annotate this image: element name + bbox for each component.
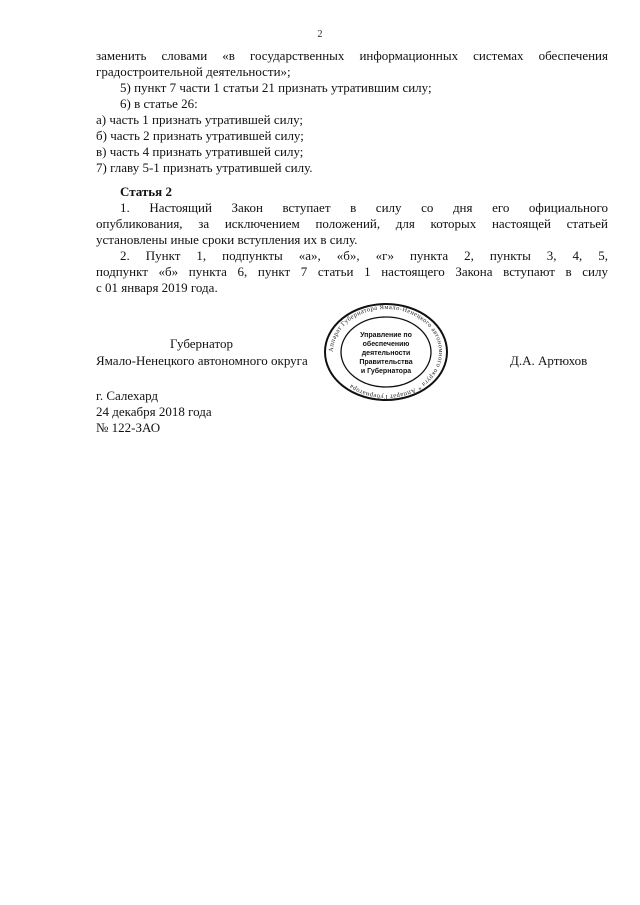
body-line-8: 7) главу 5-1 признать утратившей силу.: [96, 160, 313, 175]
body-line-3: 5) пункт 7 части 1 статьи 21 признать утратившим силу;: [120, 80, 432, 95]
stamp-line-3: деятельности: [361, 350, 411, 357]
body-line-4: 6) в статье 26:: [120, 96, 198, 111]
body-line-2: градостроительной деятельности»;: [96, 64, 291, 79]
page-number: 2: [317, 29, 323, 40]
signatory-title: Губернатор: [170, 336, 233, 351]
article-line-6: с 01 января 2019 года.: [96, 280, 218, 295]
article-line-2: опубликования, за исключением положений, для которых настоящей статьей: [96, 216, 608, 231]
stamp-line-2: обеспечению: [362, 341, 410, 348]
body-line-1: заменить словами «в государственных информационных системах обеспечения: [96, 48, 608, 63]
law-number: № 122-ЗАО: [96, 420, 161, 435]
article-line-5: подпункт «б» пункта 6, пункт 7 статьи 1 настоящего Закона вступают в силу: [96, 264, 608, 279]
body-line-5: а) часть 1 признать утратившей силу;: [96, 112, 304, 127]
svg-text:Аппарат Губернатора Ямало-Нене: Аппарат Губернатора Ямало-Ненецкого автономного округа * Аппарат Губернатора: [327, 303, 445, 401]
signing-date: 24 декабря 2018 года: [96, 404, 212, 419]
place-of-signing: г. Салехард: [96, 388, 159, 403]
article-line-4: 2. Пункт 1, подпункты «а», «б», «г» пункта 2, пункты 3, 4, 5,: [120, 248, 608, 263]
official-stamp: [322, 302, 450, 402]
article-line-3: установлены иные сроки вступления их в силу.: [96, 232, 358, 247]
article-heading: Статья 2: [120, 184, 172, 199]
stamp-line-4: Правительства: [359, 359, 413, 366]
body-line-7: в) часть 4 признать утратившей силу;: [96, 144, 304, 159]
stamp-line-1: Управление по: [360, 332, 412, 339]
stamp-line-5: и Губернатора: [360, 368, 412, 375]
article-line-1: 1. Настоящий Закон вступает в силу со дня его официального: [120, 200, 608, 215]
signatory-name: Д.А. Артюхов: [510, 353, 588, 368]
body-line-6: б) часть 2 признать утратившей силу;: [96, 128, 304, 143]
signatory-region: Ямало-Ненецкого автономного округа: [96, 353, 308, 368]
